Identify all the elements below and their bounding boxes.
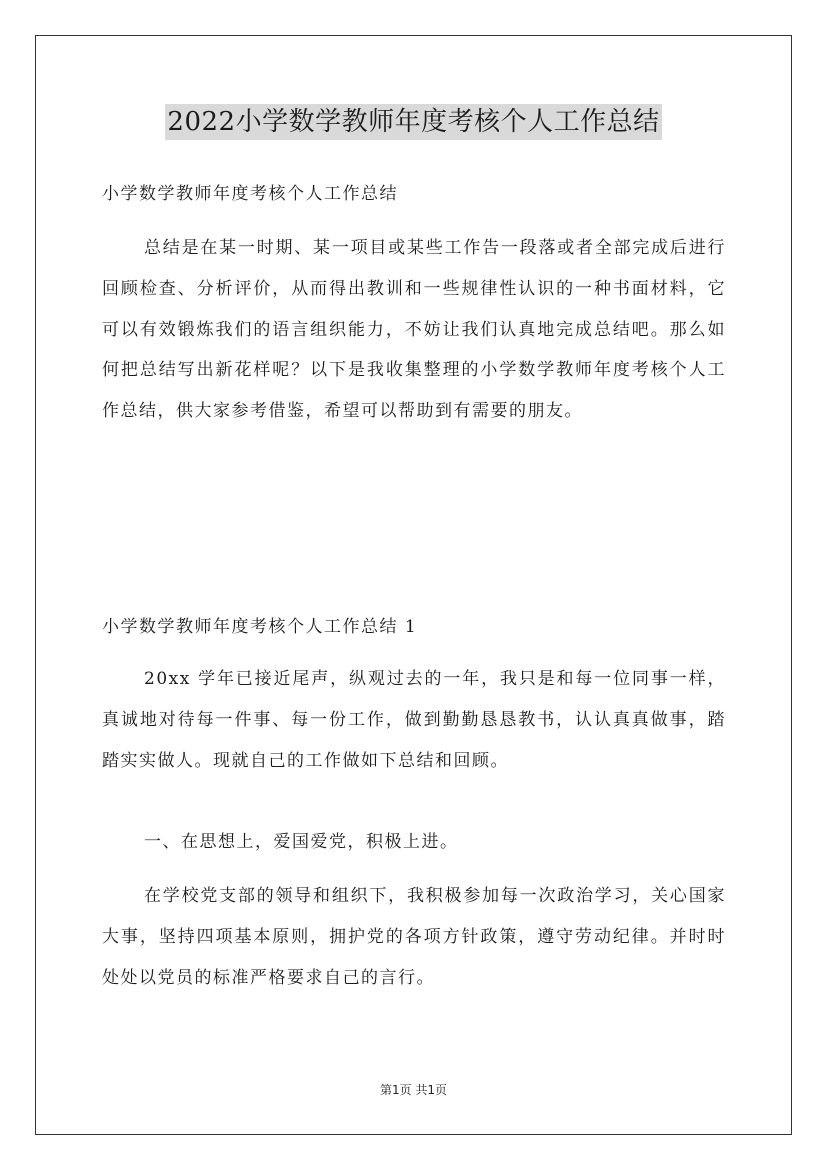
- section-paragraph-1: 20xx 学年已接近尾声，纵观过去的一年，我只是和每一位同事一样，真诚地对待每一件事、每一份工作，做到勤勤恳恳教书，认认真真做事，踏踏实实做人。现就自己的工作做如下总结和回顾。: [102, 669, 726, 771]
- document-title: 2022小学数学教师年度考核个人工作总结: [165, 104, 661, 140]
- section-point-1: 一、在思想上，爱国爱党，积极上进。: [144, 832, 459, 852]
- document-subtitle: 小学数学教师年度考核个人工作总结: [102, 184, 398, 204]
- title-container: [0, 104, 827, 140]
- page-footer: 第1页 共1页: [379, 1083, 448, 1097]
- section-heading: 小学数学教师年度考核个人工作总结 1: [102, 617, 418, 637]
- section-paragraph-2: 在学校党支部的领导和组织下，我积极参加每一次政治学习，关心国家大事，坚持四项基本原则，拥护党的各项方针政策，遵守劳动纪律。并时时处处以党员的标准严格要求自己的言行。: [102, 886, 726, 988]
- intro-paragraph: 总结是在某一时期、某一项目或某些工作告一段落或者全部完成后进行回顾检查、分析评价，从而得出教训和一些规律性认识的一种书面材料，它可以有效锻炼我们的语言组织能力，不妨让我们认真地完成总结吧。那么如何把总结写出新花样呢？以下是我收集整理的小学数学教师年度考核个人工作总结，供大家参考借鉴，希望可以帮助到有需要的朋友。: [102, 238, 726, 422]
